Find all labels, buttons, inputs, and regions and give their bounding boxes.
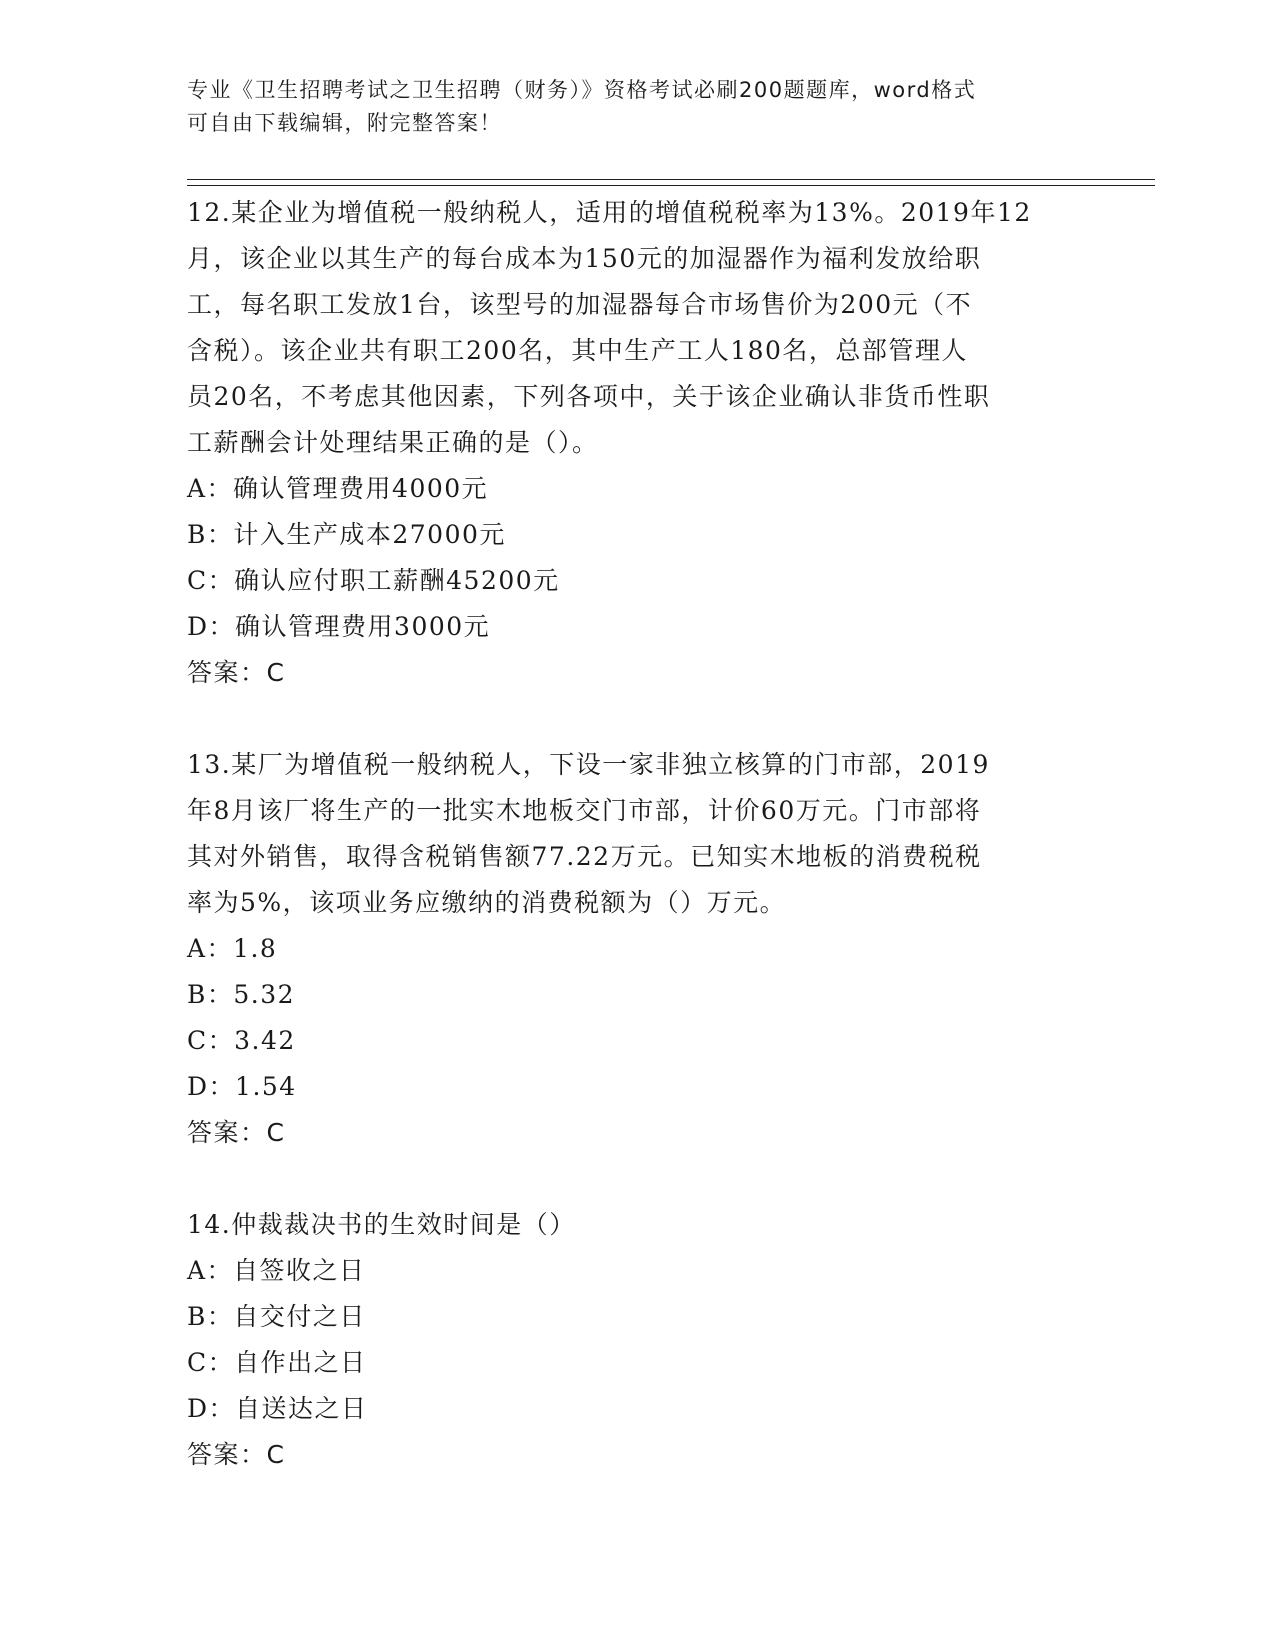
option-b: B：计入生产成本27000元 — [187, 520, 506, 549]
option-d: D：自送达之日 — [187, 1394, 368, 1423]
header-line-2: 可自由下载编辑，附完整答案！ — [187, 111, 502, 135]
option-a: A：确认管理费用4000元 — [187, 474, 489, 503]
option-b: B：自交付之日 — [187, 1302, 366, 1331]
spacer — [187, 696, 1087, 742]
option-c: C：自作出之日 — [187, 1348, 367, 1377]
header-line-1: 专业《卫生招聘考试之卫生招聘（财务）》资格考试必刷200题题库，word格式 — [187, 78, 977, 102]
question-text-line: 其对外销售，取得含税销售额77.22万元。已知实木地板的消费税税 — [187, 842, 982, 871]
option-a: A：自签收之日 — [187, 1256, 366, 1285]
answer-label: 答案：C — [187, 1118, 286, 1147]
document-header — [187, 74, 1067, 140]
option-c: C：确认应付职工薪酬45200元 — [187, 566, 560, 595]
question-text-line: 率为5%，该项业务应缴纳的消费税额为（）万元。 — [187, 888, 787, 917]
question-list — [187, 190, 1087, 1478]
header-divider-bottom — [187, 185, 1155, 186]
answer-label: 答案：C — [187, 658, 286, 687]
question-text-line: 13.某厂为增值税一般纳税人，下设一家非独立核算的门市部，2019 — [187, 750, 990, 779]
question-12 — [187, 190, 1087, 696]
question-text-line: 月，该企业以其生产的每台成本为150元的加湿器作为福利发放给职 — [187, 244, 982, 273]
question-text-line: 工薪酬会计处理结果正确的是（）。 — [187, 428, 599, 457]
question-text-line: 员20名，不考虑其他因素，下列各项中，关于该企业确认非货币性职 — [187, 382, 991, 411]
spacer — [187, 1156, 1087, 1202]
answer-label: 答案：C — [187, 1440, 286, 1469]
question-text-line: 年8月该厂将生产的一批实木地板交门市部，计价60万元。门市部将 — [187, 796, 982, 825]
question-text-line: 含税）。该企业共有职工200名，其中生产工人180名，总部管理人 — [187, 336, 968, 365]
option-c: C：3.42 — [187, 1026, 296, 1055]
option-d: D：1.54 — [187, 1072, 297, 1101]
option-d: D：确认管理费用3000元 — [187, 612, 491, 641]
header-divider-top — [187, 179, 1155, 180]
question-text-line: 12.某企业为增值税一般纳税人，适用的增值税税率为13%。2019年12 — [187, 198, 1032, 227]
option-a: A：1.8 — [187, 934, 278, 963]
question-text-line: 工，每名职工发放1台，该型号的加湿器每合市场售价为200元（不 — [187, 290, 973, 319]
question-13 — [187, 742, 1087, 1156]
question-14 — [187, 1202, 1087, 1478]
option-b: B：5.32 — [187, 980, 296, 1009]
question-text-line: 14.仲裁裁决书的生效时间是（） — [187, 1210, 576, 1239]
